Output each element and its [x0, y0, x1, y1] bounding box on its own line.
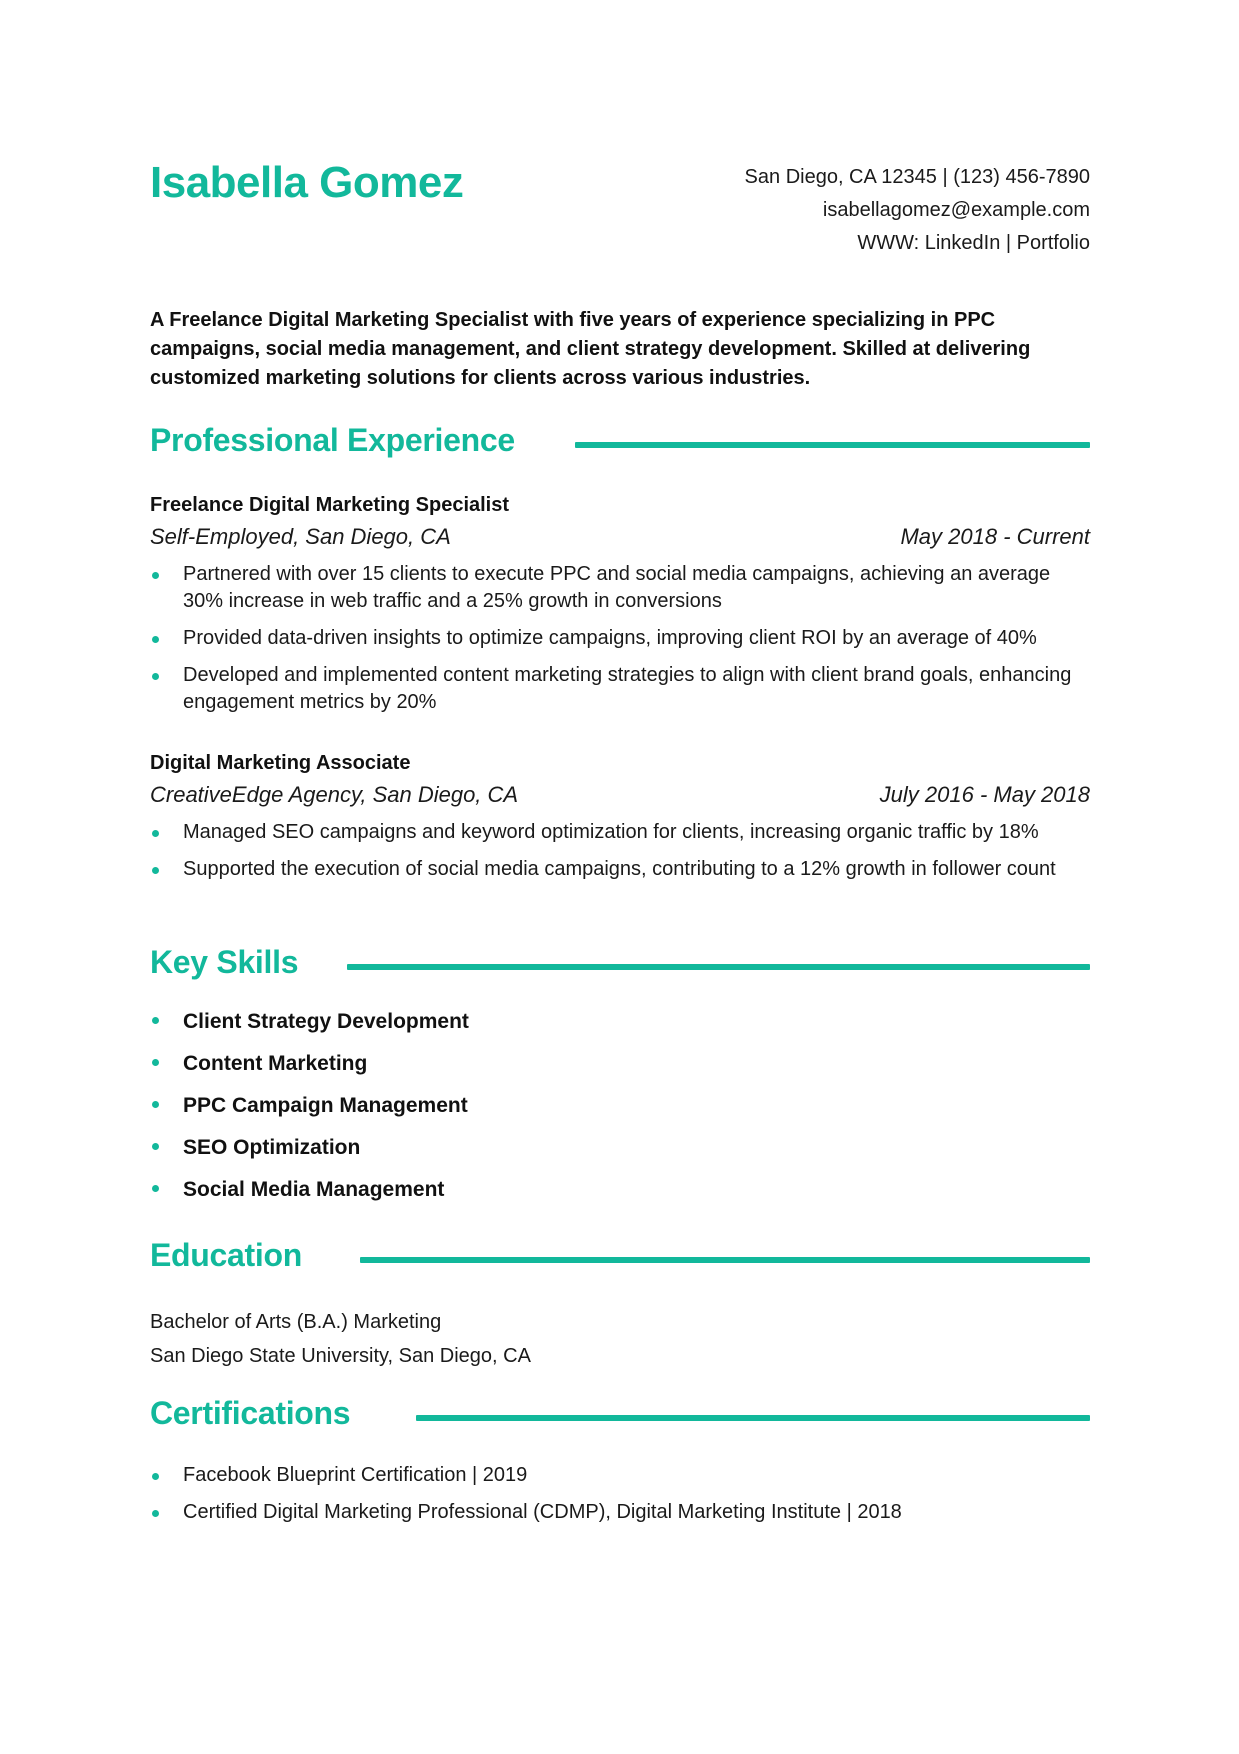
- contact-links[interactable]: WWW: LinkedIn | Portfolio: [857, 232, 1090, 254]
- section-title-certifications: Certifications: [150, 1395, 351, 1431]
- bullet-dot-icon: [152, 1017, 159, 1024]
- list-item: [150, 1462, 1090, 1489]
- list-item: [150, 662, 1090, 716]
- list-item: [150, 819, 1090, 846]
- skill-text: SEO Optimization: [183, 1136, 361, 1159]
- education-section-header: [150, 1237, 1090, 1281]
- section-divider: [416, 1415, 1090, 1421]
- certifications-section-header: [150, 1395, 1090, 1439]
- skills-list: [150, 1007, 1090, 1217]
- bullet-dot-icon: [152, 1059, 159, 1066]
- bullet-dot-icon: [152, 1101, 159, 1108]
- job-entry: [150, 748, 1090, 893]
- bullet-dot-icon: [152, 673, 159, 680]
- job-title: Freelance Digital Marketing Specialist: [150, 494, 510, 516]
- certification-text: Facebook Blueprint Certification | 2019: [183, 1464, 528, 1486]
- bullet-dot-icon: [152, 636, 159, 643]
- list-item: [150, 561, 1090, 615]
- list-item: [150, 1007, 1090, 1037]
- bullet-dot-icon: [152, 1473, 159, 1480]
- bullet-dot-icon: [152, 867, 159, 874]
- list-item: [150, 1091, 1090, 1121]
- certification-text: Certified Digital Marketing Professional (CDMP), Digital Marketing Institute | 2018: [183, 1501, 902, 1523]
- skill-text: Client Strategy Development: [183, 1010, 469, 1033]
- bullet-text: Supported the execution of social media campaigns, contributing to a 12% growth in follower count: [183, 858, 1056, 880]
- bullet-text: Developed and implemented content marketing strategies to align with client brand goals, enhancing engagement metrics by 20%: [183, 664, 1072, 713]
- bullet-dot-icon: [152, 1143, 159, 1150]
- bullet-dot-icon: [152, 572, 159, 579]
- job-bullets: [150, 561, 1090, 716]
- section-title-experience: Professional Experience: [150, 422, 515, 458]
- job-dates: May 2018 - Current: [900, 524, 1090, 549]
- job-title: Digital Marketing Associate: [150, 752, 411, 774]
- list-item: [150, 1175, 1090, 1205]
- contact-info: [745, 161, 1090, 260]
- bullet-dot-icon: [152, 830, 159, 837]
- section-divider: [360, 1257, 1090, 1263]
- section-divider: [347, 964, 1090, 970]
- bullet-dot-icon: [152, 1510, 159, 1517]
- contact-address-phone: San Diego, CA 12345 | (123) 456-7890: [744, 166, 1090, 188]
- list-item: [150, 1499, 1090, 1526]
- professional-summary: A Freelance Digital Marketing Specialist with five years of experience specializing in PPC campaigns, social media management, and client strategy development. Skilled at delivering customized marketing solutions for clients across various industries.: [150, 309, 1031, 389]
- job-company: Self-Employed, San Diego, CA: [150, 524, 451, 549]
- school: San Diego State University, San Diego, CA: [150, 1345, 531, 1367]
- bullet-dot-icon: [152, 1185, 159, 1192]
- experience-section-header: [150, 422, 1090, 466]
- section-divider: [575, 442, 1090, 448]
- skill-text: PPC Campaign Management: [183, 1094, 468, 1117]
- education-entry: [150, 1305, 1090, 1373]
- bullet-text: Partnered with over 15 clients to execute PPC and social media campaigns, achieving an average 30% increase in web traffic and a 25% growth in conversions: [183, 563, 1051, 612]
- list-item: [150, 856, 1090, 883]
- bullet-text: Managed SEO campaigns and keyword optimization for clients, increasing organic traffic by 18%: [183, 821, 1039, 843]
- resume-header: [150, 150, 1090, 270]
- job-dates: July 2016 - May 2018: [879, 782, 1090, 807]
- skill-text: Social Media Management: [183, 1178, 445, 1201]
- list-item: [150, 1049, 1090, 1079]
- job-company: CreativeEdge Agency, San Diego, CA: [150, 782, 519, 807]
- section-title-skills: Key Skills: [150, 944, 299, 980]
- job-bullets: [150, 819, 1090, 883]
- contact-email[interactable]: isabellagomez@example.com: [822, 199, 1090, 221]
- bullet-text: Provided data-driven insights to optimize campaigns, improving client ROI by an average of 40%: [183, 627, 1037, 649]
- job-meta: [150, 524, 1090, 558]
- section-title-education: Education: [150, 1237, 302, 1273]
- skills-section-header: [150, 944, 1090, 988]
- degree: Bachelor of Arts (B.A.) Marketing: [150, 1311, 442, 1333]
- list-item: [150, 1133, 1090, 1163]
- skill-text: Content Marketing: [183, 1052, 368, 1075]
- job-entry: [150, 490, 1090, 726]
- job-meta: [150, 782, 1090, 816]
- candidate-name: Isabella Gomez: [150, 158, 464, 207]
- list-item: [150, 625, 1090, 652]
- certifications-list: [150, 1462, 1090, 1536]
